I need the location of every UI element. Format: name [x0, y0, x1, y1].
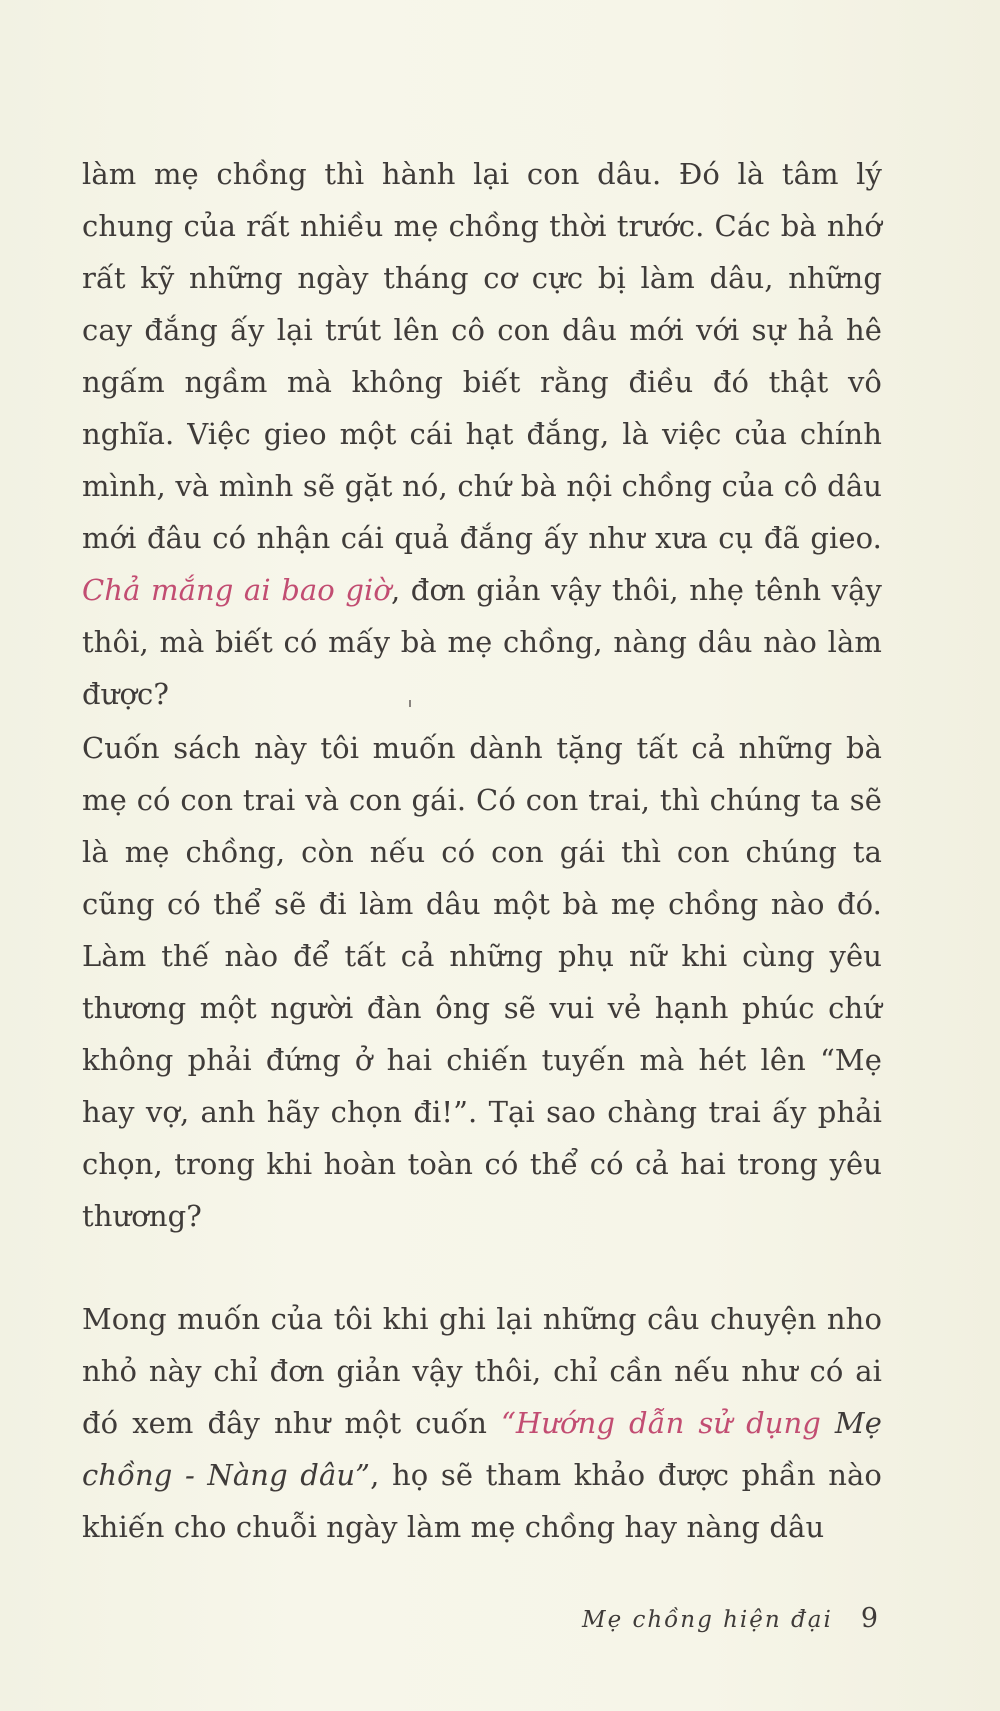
running-title: Mẹ chồng hiện đại	[582, 1607, 833, 1633]
paragraph-3-text-end: , họ sẽ tham khảo được phần nào khiến cho chuỗi ngày làm mẹ chồng hay nàng dâu	[82, 1458, 882, 1544]
paragraph-1	[82, 148, 882, 720]
paper-speck	[409, 700, 411, 707]
page-footer	[582, 1603, 878, 1634]
paragraph-1-text-end: , đơn giản vậy thôi, nhẹ tênh vậy thôi, mà biết có mấy bà mẹ chồng, nàng dâu nào làm được?	[82, 573, 883, 711]
paragraph-2	[82, 722, 882, 1242]
paragraph-3-text: Mong muốn của tôi khi ghi lại những câu chuyện nho nhỏ này chỉ đơn giản vậy thôi, chỉ cần nếu như có ai đó xem đây như một cuốn	[82, 1302, 882, 1440]
paragraph-1-text: làm mẹ chồng thì hành lại con dâu. Đó là tâm lý chung của rất nhiều mẹ chồng thời trước. Các bà nhớ rất kỹ những ngày tháng cơ cực bị làm dâu, những cay đắng ấy lại trút lên cô con dâu mới với sự hả hê ngấm ngầm mà không biết rằng điều đó thật vô nghĩa. Việc gieo một cái hạt đắng, là việc của chính mình, và mình sẽ gặt nó, chứ bà nội chồng của cô dâu mới đâu có nhận cái quả đắng ấy như xưa cụ đã gieo.	[82, 157, 882, 555]
paragraph-1-emphasis: Chả mắng ai bao giờ	[82, 573, 391, 607]
paragraph-3	[82, 1293, 882, 1553]
page-number: 9	[860, 1603, 878, 1634]
paragraph-3-italic: Mẹ chồng - Nàng dâu”	[82, 1406, 882, 1492]
paragraph-2-text: Cuốn sách này tôi muốn dành tặng tất cả những bà mẹ có con trai và con gái. Có con trai, thì chúng ta sẽ là mẹ chồng, còn nếu có con gái thì con chúng ta cũng có thể sẽ đi làm dâu một bà mẹ chồng nào đó. Làm thế nào để tất cả những phụ nữ khi cùng yêu thương một người đàn ông sẽ vui vẻ hạnh phúc chứ không phải đứng ở hai chiến tuyến mà hét lên “Mẹ hay vợ, anh hãy chọn đi!”. Tại sao chàng trai ấy phải chọn, trong khi hoàn toàn có thể có cả hai trong yêu thương?	[82, 731, 882, 1233]
paragraph-3-emphasis: “Hướng dẫn sử dụng	[500, 1406, 821, 1440]
